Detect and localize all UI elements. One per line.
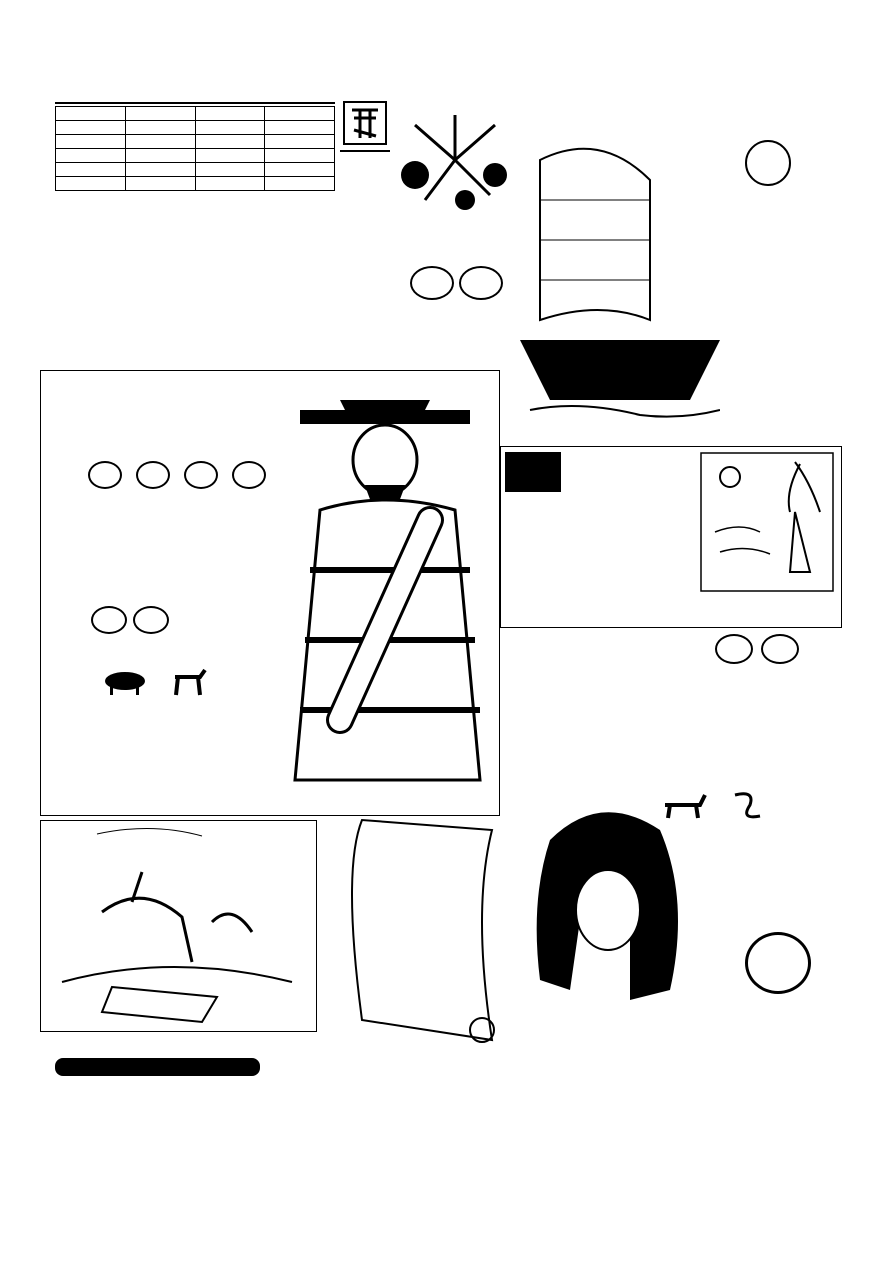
bottom-mark-band [30,1236,865,1256]
offer-cell [265,149,335,163]
hand-stamp-icon [340,100,390,146]
min-cell [195,149,265,163]
ling-qi-block [410,248,503,304]
max-cell [125,163,195,177]
big-number-circle [745,932,811,994]
header-cell [56,107,126,121]
min-cell [195,135,265,149]
poem-numbers [88,461,266,489]
max-cell [125,149,195,163]
min-cell [195,177,265,191]
number-grid [272,1058,844,1234]
offer-number [91,606,127,634]
door-cell [56,121,126,135]
header-cell [125,107,195,121]
door-cell [56,149,126,163]
results-title [55,1058,260,1076]
door-commentary [112,208,372,358]
offer-number [133,606,169,634]
top-header [0,0,895,32]
ling-qi-number [459,266,503,300]
table-row [56,163,335,177]
poem-number [184,461,218,489]
stamp-block [340,100,390,160]
table-row [56,149,335,163]
door-table-title [55,102,335,104]
offer-cell [265,121,335,135]
woman-portrait [520,800,690,1010]
header-cell [265,107,335,121]
door-cell [56,135,126,149]
treasure-map-scene [700,452,834,592]
door-table-section [55,102,335,191]
right-side-strip [850,38,882,1238]
table-row [56,121,335,135]
fireworks-icon [395,105,515,215]
door-table-header [56,107,335,121]
god-of-wealth-figure [280,390,495,800]
miss-bai-number [715,634,753,664]
table-row [56,135,335,149]
table-row [56,177,335,191]
miss-bai-numbers [715,634,799,664]
footer [0,1256,895,1287]
offer-cell [265,177,335,191]
poem-number [232,461,266,489]
door-cell [56,177,126,191]
max-cell [125,121,195,135]
scroll-paper [322,810,502,1045]
door-table [55,106,335,191]
max-cell [125,135,195,149]
riddle-tag [505,452,561,492]
left-side-strip [10,38,42,1238]
offer-cell [265,163,335,177]
min-cell [195,121,265,135]
door-cell [56,163,126,177]
zodiac-animals-icon [100,665,210,699]
min-cell [195,163,265,177]
miss-bai-number [761,634,799,664]
poem-number [136,461,170,489]
ling-qi-number [410,266,454,300]
offer-row [85,606,169,634]
seal-stamp [745,140,791,186]
offer-cell [265,135,335,149]
stamp-caption [340,150,390,152]
number-grid-chart [272,1058,844,1234]
max-cell [125,177,195,191]
poem-number [88,461,122,489]
junk-ship-icon [520,120,720,420]
header-cell [195,107,265,121]
warrior-horse-illustration [42,822,313,1028]
